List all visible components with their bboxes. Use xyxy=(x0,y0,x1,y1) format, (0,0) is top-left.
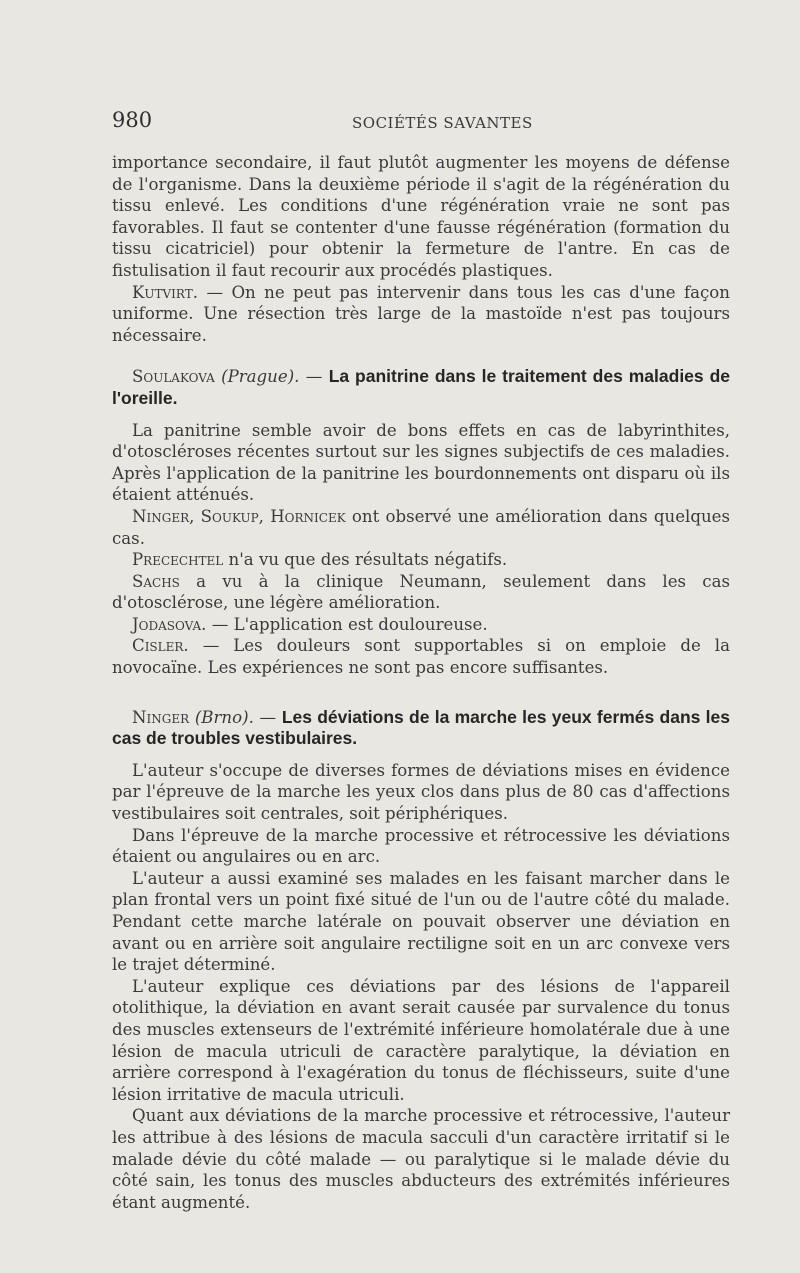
author-name: Ninger, Soukup, Hornicek xyxy=(132,506,346,526)
paragraph-text: — Les douleurs sont supportables si on emploie de la novocaïne. Les expériences ne sont pas encore suffisantes. xyxy=(112,636,730,678)
heading-dash: — xyxy=(299,367,329,387)
paragraph xyxy=(112,282,730,347)
paragraph: L'auteur a aussi examiné ses malades en les faisant marcher dans le plan frontal vers un point fixé situé de l'un ou de l'autre côté du malade. Pendant cette marche latérale on pouvait observer une déviation en avant ou en arrière soit angulaire rectiligne soit en un arc convexe vers le trajet déterminé. xyxy=(112,868,730,975)
page-number: 980 xyxy=(112,108,153,132)
paragraph: L'auteur explique ces déviations par des lésions de l'appareil otolithique, la déviation en avant serait causée par survalence du tonus des muscles extenseurs de l'extrémité inférieure homolatérale due à une lésion de macula utriculi de caractère paralytique, la déviation en arrière correspond à l'exagération du tonus de fléchisseurs, suite d'une lésion irritative de macula utriculi. xyxy=(112,976,730,1104)
author-place: (Brno). xyxy=(194,707,254,727)
paragraph: Quant aux déviations de la marche processive et rétrocessive, l'auteur les attribue à des lésions de macula sacculi d'un caractère irritatif si le malade dévie du côté malade — ou paralytique si le malade dévie du côté sain, les tonus des muscles abducteurs des extrémités inférieures étant augmenté. xyxy=(112,1106,730,1212)
paragraph: La panitrine semble avoir de bons effets en cas de labyrinthites, d'otoscléroses récentes surtout sur les signes subjectifs de ces maladies. Après l'application de la panitrine les bourdonnements ont disparu où ils étaient atténués. xyxy=(112,420,730,505)
page-header xyxy=(112,108,730,138)
paragraph xyxy=(112,571,730,614)
section-title: La panitrine dans le traitement des maladies de l'oreille. xyxy=(112,366,730,408)
heading-dash: — xyxy=(253,707,282,727)
section-heading xyxy=(112,707,730,750)
paragraph: L'auteur s'occupe de diverses formes de déviations mises en évidence par l'épreuve de la marche les yeux clos dans plus de 80 cas d'affections vestibulaires soit centrales, soit périphériques. xyxy=(112,760,730,824)
section-heading xyxy=(112,366,730,409)
paragraph-text: n'a vu que des résultats négatifs. xyxy=(223,550,508,570)
paragraph-text: — On ne peut pas intervenir dans tous les cas d'une façon uniforme. Une résection très large de la mastoïde n'est pas toujours nécessaire. xyxy=(112,282,730,345)
paragraph: importance secondaire, il faut plutôt augmenter les moyens de défense de l'organisme. Dans la deuxième période il s'agit de la régénération du tissu enlevé. Les conditions d'une régénération vraie ne sont pas favorables. Il faut se contenter d'une fausse régénération (formation du tissu cicatriciel) pour obtenir la fermeture de l'antre. En cas de fistulisation il faut recourir aux procédés plastiques. xyxy=(112,153,730,280)
paragraph xyxy=(112,549,730,571)
paragraph-text: — L'application est douloureuse. xyxy=(206,614,488,634)
author-place: (Prague). xyxy=(221,367,300,387)
paragraph-text: a vu à la clinique Neumann, seulement dans les cas d'otosclérose, une légère amélioration. xyxy=(112,571,730,613)
paragraph-text: ont observé une amélioration dans quelques cas. xyxy=(112,506,730,548)
section-title: Les déviations de la marche les yeux fermés dans les cas de troubles vestibulaires. xyxy=(112,706,730,749)
author-name: Ninger xyxy=(132,707,190,727)
body-text xyxy=(112,152,730,1213)
paragraph xyxy=(112,506,730,549)
paragraph xyxy=(112,635,730,678)
paragraph xyxy=(112,614,730,636)
author-name: Soulakova xyxy=(132,367,215,387)
author-name: Sachs xyxy=(132,571,180,591)
running-head: SOCIÉTÉS SAVANTES xyxy=(352,114,533,132)
author-name: Cisler. xyxy=(132,636,189,656)
author-name: Jodasova. xyxy=(132,614,207,634)
author-name: Kutvirt. xyxy=(132,282,199,302)
author-name: Precechtel xyxy=(132,550,224,570)
paragraph: Dans l'épreuve de la marche processive et rétrocessive les déviations étaient ou angulaires ou en arc. xyxy=(112,825,730,867)
